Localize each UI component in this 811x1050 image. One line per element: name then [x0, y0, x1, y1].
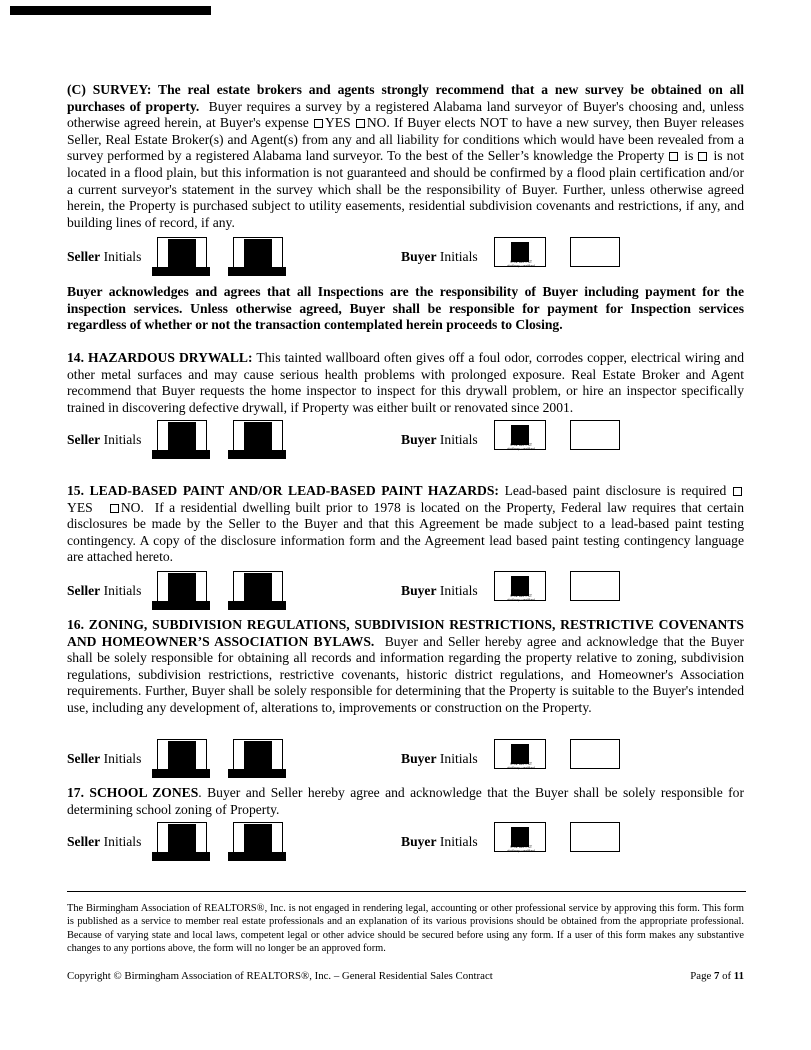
buyer-initials-label: Buyer Initials: [401, 583, 478, 598]
flood-is-label: is: [684, 148, 694, 164]
section-15-paragraph: [67, 483, 744, 566]
buyer-initials-box-2[interactable]: [570, 822, 620, 852]
survey-paragraph: [67, 82, 744, 231]
footer-divider: [67, 891, 746, 892]
initials-row: [67, 822, 744, 862]
flood-is-checkbox[interactable]: [669, 152, 678, 161]
survey-text-3: is not located in a flood plain, but this information is not guaranteed and should be confirmed by a flood plain certification and/or a current surveyor's statement in the survey which shall be the responsibility of Buyer. Further, unless otherwise agreed herein, the Property is purchased subject to utility easements, residential subdivision covenants and restrictions, if any, and building lines of record, if any.: [67, 148, 745, 230]
seller-initials-box-1[interactable]: [157, 822, 207, 856]
flood-is-not-checkbox[interactable]: [698, 152, 707, 161]
initials-row: [67, 237, 744, 277]
redaction-bar: [10, 6, 211, 15]
seller-initials-box-2[interactable]: [233, 420, 283, 454]
seller-initials-label: Seller Initials: [67, 583, 142, 598]
inspection-note: Buyer acknowledges and agrees that all Inspections are the responsibility of Buyer including payment for the inspection services. Unless otherwise agreed, Buyer shall be responsible for payment for Inspection services regardless of whether or not the transaction contemplated herein proceeds to Closing.: [67, 284, 744, 333]
seller-initials-box-2[interactable]: [233, 571, 283, 605]
buyer-initials-box-1[interactable]: 9:32 AM PST dotloop verified: [494, 237, 546, 267]
initials-row: [67, 571, 744, 611]
buyer-initials-box-2[interactable]: [570, 571, 620, 601]
buyer-initials-box-1[interactable]: 9:32 AM PST dotloop verified: [494, 420, 546, 450]
survey-yes-checkbox[interactable]: [314, 119, 323, 128]
seller-initials-box-1[interactable]: [157, 571, 207, 605]
survey-text-2: If Buyer elects NOT to have a new survey, then Buyer releases Seller, Real Estate Broker(s) and Agent(s) from any and all liability for conditions which would have been revealed from a survey performed by a registered Alabama land surveyor. To the best of the Seller’s knowledge the Property: [67, 115, 745, 164]
survey-text-1: Buyer requires a survey by a registered Alabama land surveyor of Buyer's choosing and, unless otherwise agreed herein, at Buyer's expense: [67, 98, 744, 131]
lead-yes-label: YES: [67, 499, 93, 515]
survey-no-label: NO.: [366, 115, 390, 131]
buyer-initials-label: Buyer Initials: [401, 249, 478, 264]
section-15-heading: 15. LEAD-BASED PAINT AND/OR LEAD-BASED PAINT HAZARDS:: [67, 483, 499, 498]
seller-initials-box-1[interactable]: [157, 739, 207, 773]
buyer-initials-box-2[interactable]: [570, 420, 620, 450]
section-14-heading: 14. HAZARDOUS DRYWALL:: [67, 350, 253, 365]
seller-initials-box-2[interactable]: [233, 822, 283, 856]
seller-initials-box-1[interactable]: [157, 237, 207, 271]
section-16-paragraph: [67, 617, 744, 717]
section-17-text: . Buyer and Seller hereby agree and acknowledge that the Buyer shall be solely responsible for determining school zoning of Property.: [67, 785, 744, 817]
buyer-initials-label: Buyer Initials: [401, 751, 478, 766]
survey-yes-label: YES: [324, 115, 351, 131]
lead-no-checkbox[interactable]: [110, 504, 119, 513]
footer-copyright-line: [67, 970, 744, 982]
seller-initials-label: Seller Initials: [67, 751, 142, 766]
seller-initials-label: Seller Initials: [67, 249, 142, 264]
lead-yes-checkbox[interactable]: [733, 487, 742, 496]
buyer-initials-box-1[interactable]: 9:32 AM PST dotloop verified: [494, 739, 546, 769]
section-14-paragraph: [67, 350, 744, 416]
seller-initials-box-1[interactable]: [157, 420, 207, 454]
section-17-paragraph: [67, 785, 744, 818]
footer-disclaimer: The Birmingham Association of REALTORS®, Inc. is not engaged in rendering legal, accounting or other professional service by approving this form. This form is published as a service to member real estate professionals and an explanation of its various provisions should be obtained from the appropriate professional. Because of varying state and local laws, competent legal or other advice should be secured before using any form. If a user of this form makes any substantive changes to any portions above, the form will no longer be an approved form.: [67, 903, 744, 955]
section-17-heading: 17. SCHOOL ZONES: [67, 785, 199, 800]
section-16-text: Buyer and Seller hereby agree and acknowledge that the Buyer shall be solely responsible for obtaining all records and information regarding the property relative to zoning, subdivision regulations, subdivision restrictions, restrictive covenants, historic district regulations, and Homeowner's Association requirements. Further, Buyer shall be solely responsible for determining that the Property is suitable to the Buyer's intended use, including any development of, alterations to, improvements or construction on the Property.: [67, 633, 745, 715]
copyright-text: Copyright © Birmingham Association of REALTORS®, Inc. – General Residential Sales Contract: [67, 970, 493, 982]
buyer-initials-label: Buyer Initials: [401, 834, 478, 849]
seller-initials-label: Seller Initials: [67, 834, 142, 849]
seller-initials-box-2[interactable]: [233, 739, 283, 773]
section-15-text-1: Lead-based paint disclosure is required: [504, 483, 727, 498]
buyer-initials-label: Buyer Initials: [401, 432, 478, 447]
page-number: Page 7 of 11: [690, 970, 744, 982]
section-15-text-2: If a residential dwelling built prior to 1978 is located on the Property, Federal law requires that certain disclosures be made by the Seller to the Buyer and that this Agreement be made subject to a lead-based paint testing contingency. A copy of the disclosure information form and the Agreement lead based paint testing contingency language are attached hereto.: [67, 499, 745, 565]
initials-row: [67, 739, 744, 779]
seller-initials-label: Seller Initials: [67, 432, 142, 447]
buyer-initials-box-1[interactable]: 9:32 AM PST dotloop verified: [494, 822, 546, 852]
section-16-heading: 16. ZONING, SUBDIVISION REGULATIONS, SUBDIVISION RESTRICTIONS, RESTRICTIVE COVENANTS AND HOMEOWNER’S ASSOCIATION BYLAWS.: [67, 617, 744, 649]
survey-heading: (C) SURVEY: The real estate brokers and agents strongly recommend that a new survey be obtained on all purchases of property.: [67, 82, 744, 114]
section-14-text: This tainted wallboard often gives off a foul odor, corrodes copper, electrical wiring and other metal surfaces and may cause serious health problems with prolonged exposure. Real Estate Broker and Agent recommend that Buyer requests the home inspector to inspect for this drywall problem, or hire an inspector specifically trained in discovering defective drywall, if Property was either built or renovated since 2001.: [67, 350, 745, 415]
survey-no-checkbox[interactable]: [356, 119, 365, 128]
lead-no-label: NO.: [120, 499, 144, 515]
buyer-initials-box-1[interactable]: 9:32 AM PST dotloop verified: [494, 571, 546, 601]
initials-row: [67, 420, 744, 460]
buyer-initials-box-2[interactable]: [570, 237, 620, 267]
buyer-initials-box-2[interactable]: [570, 739, 620, 769]
seller-initials-box-2[interactable]: [233, 237, 283, 271]
